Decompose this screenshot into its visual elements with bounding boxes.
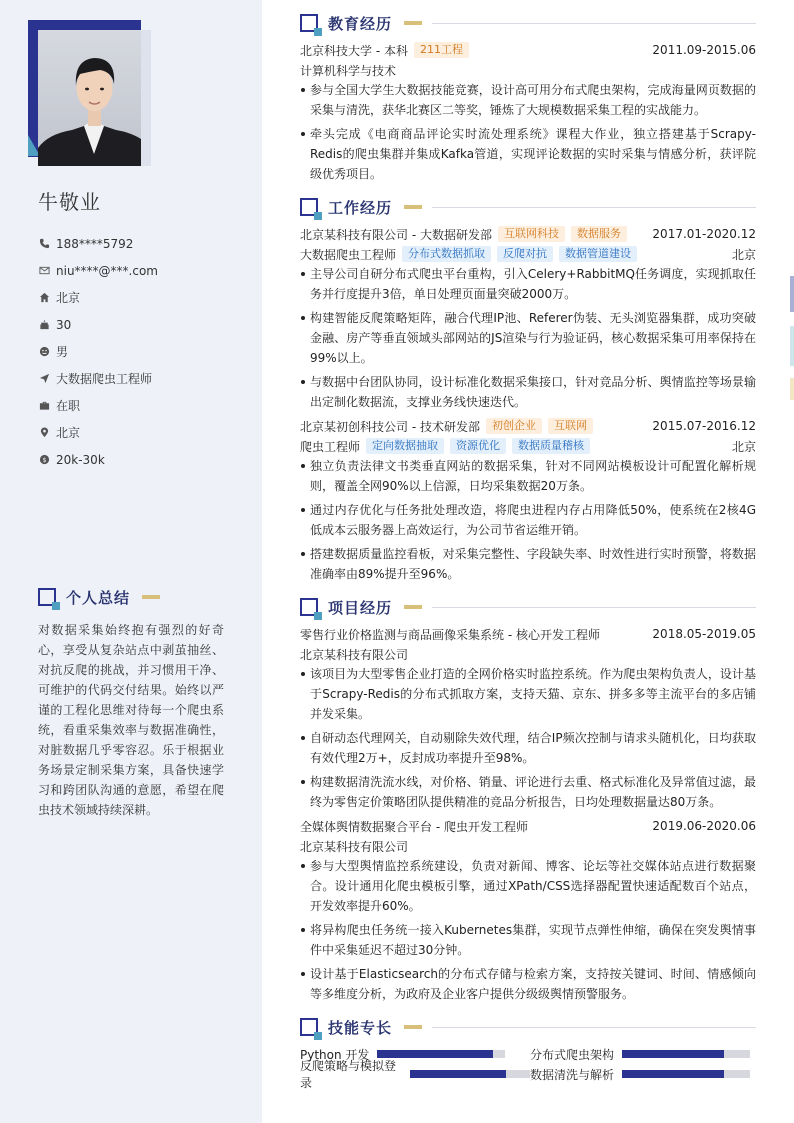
- title-accent: [404, 21, 422, 25]
- project-period: 2018.05-2019.05: [652, 627, 756, 641]
- skill-tag: 反爬对抗: [497, 246, 553, 262]
- info-status: [38, 392, 248, 419]
- age-text: 30: [56, 317, 72, 332]
- section-title-bar: [300, 596, 756, 618]
- summary-text: 对数据采集始终抱有强烈的好奇心，享受从复杂站点中剥茧抽丝、对抗反爬的挑战，并习惯用干净、可维护的代码交付结果。始终以严谨的工程化思维对待每一个爬虫系统，看重采集效率与数据准确性，对脏数据几乎零容忍。乐于根据业务场景定制采集方案，具备快速学习和跨团队沟通的意愿，希望在爬虫技术领域持续深耕。: [38, 623, 224, 817]
- skill-name: 数据清洗与解析: [530, 1067, 615, 1082]
- skill-name: 分布式爬虫架构: [530, 1047, 615, 1062]
- skill-bar: [622, 1050, 750, 1058]
- section-square-icon: [38, 588, 56, 606]
- title-accent: [142, 595, 160, 599]
- list-item: 参与大型舆情监控系统建设，负责对新闻、博客、论坛等社交媒体站点进行数据聚合。设计通用化爬虫模板引擎，通过XPath/CSS选择器配置快速适配数百个站点，开发效率提升60%。: [300, 856, 756, 916]
- phone-text: 188****5792: [56, 236, 134, 251]
- info-salary: [38, 446, 248, 473]
- edge-marker: [790, 326, 794, 366]
- section-square-icon: [300, 198, 318, 216]
- list-item: 牵头完成《电商商品评论实时流处理系统》课程大作业，独立搭建基于Scrapy-Redis的爬虫集群并集成Kafka管道，实现评论数据的实时采集与情感分析，获评院级优秀项目。: [300, 124, 756, 184]
- location-icon: [38, 427, 50, 439]
- job-company: 北京某科技有限公司 - 大数据研发部: [300, 227, 492, 242]
- list-item: 参与全国大学生大数据技能竞赛，设计高可用分布式爬虫架构，完成海量网页数据的采集与清洗，获华北赛区二等奖，锤炼了大规模数据采集工程的实战能力。: [300, 80, 756, 120]
- hometown-text: 北京: [56, 291, 81, 305]
- section-title-bar: [300, 196, 756, 218]
- skill-bar-fill: [377, 1050, 492, 1058]
- section-title: 工作经历: [328, 198, 393, 217]
- sidebar: [0, 0, 262, 1123]
- list-item: 自研动态代理网关，自动剔除失效代理，结合IP频次控制与请求头随机化，日均获取有效代理2万+，反封成功率提升至98%。: [300, 728, 756, 768]
- title-divider: [170, 597, 224, 598]
- industry-tag: 数据服务: [571, 226, 627, 242]
- skill-tag: 分布式数据抓取: [402, 246, 491, 262]
- project-header: [300, 624, 756, 644]
- job-header: [300, 416, 756, 436]
- skill-bar: [622, 1070, 750, 1078]
- skill-tag: 数据管道建设: [559, 246, 637, 262]
- title-divider: [432, 23, 756, 24]
- skill-item: [530, 1066, 756, 1082]
- contact-info: [38, 230, 248, 473]
- svg-text:$: $: [41, 455, 47, 464]
- send-icon: [38, 373, 50, 385]
- education-section: [300, 12, 756, 184]
- edge-marker: [790, 378, 794, 400]
- skill-bar-fill: [622, 1050, 724, 1058]
- phone-icon: [38, 238, 50, 250]
- list-item: 主导公司自研分布式爬虫平台重构，引入Celery+RabbitMQ任务调度，实现抓取任务并行度提升3倍，单日处理页面量突破2000万。: [300, 264, 756, 304]
- skill-bar: [410, 1070, 530, 1078]
- job-role: 爬虫工程师: [300, 439, 361, 454]
- briefcase-icon: [38, 400, 50, 412]
- skills-section: [300, 1016, 756, 1090]
- job-city: 北京: [731, 439, 756, 454]
- job-role-row: [300, 436, 756, 456]
- education-period: 2011.09-2015.06: [652, 43, 756, 57]
- project-bullets: [300, 856, 756, 1004]
- section-title: 个人总结: [66, 588, 131, 607]
- industry-tag: 互联网: [548, 418, 593, 434]
- list-item: 构建数据清洗流水线，对价格、销量、评论进行去重、格式标准化及异常值过滤，最终为零售定价策略团队提供精准的竞品分析报告，日均处理数据量达80万条。: [300, 772, 756, 812]
- school-name: 北京科技大学 - 本科: [300, 43, 408, 58]
- skill-bar-fill: [410, 1070, 506, 1078]
- position-text: 大数据爬虫工程师: [56, 372, 153, 386]
- title-divider: [432, 607, 756, 608]
- person-icon: [38, 346, 50, 358]
- section-square-icon: [300, 14, 318, 32]
- info-age: [38, 311, 248, 338]
- education-bullets: [300, 80, 756, 184]
- project-period: 2019.06-2020.06: [652, 819, 756, 833]
- main-content: [300, 12, 756, 1090]
- info-phone: [38, 230, 248, 257]
- skill-tag: 资源优化: [450, 438, 506, 454]
- section-title-bar: [38, 586, 224, 608]
- avatar: [38, 30, 151, 166]
- job-company: 北京某初创科技公司 - 技术研发部: [300, 419, 480, 434]
- major-name: 计算机科学与技术: [300, 63, 397, 78]
- job-city: 北京: [731, 247, 756, 262]
- skill-name: 反爬策略与模拟登录: [300, 1059, 397, 1090]
- project-bullets: [300, 664, 756, 812]
- title-accent: [404, 205, 422, 209]
- project-org-row: [300, 644, 756, 664]
- title-accent: [404, 605, 422, 609]
- edge-marker: [790, 276, 794, 312]
- email-text: niu****@***.com: [56, 263, 158, 278]
- home-icon: [38, 292, 50, 304]
- skill-name: Python 开发: [300, 1047, 370, 1062]
- photo-side-tab: [141, 30, 151, 166]
- job-header: [300, 224, 756, 244]
- list-item: 构建智能反爬策略矩阵，融合代理IP池、Referer伪装、无头浏览器集群，成功突破金融、房产等垂直领域头部网站的JS渲染与行为验证码，核心数据采集可用率保持在99%以上。: [300, 308, 756, 368]
- skills-grid: [300, 1046, 756, 1090]
- job-period: 2015.07-2016.12: [652, 419, 756, 433]
- title-divider: [432, 1027, 756, 1028]
- job-period: 2017.01-2020.12: [652, 227, 756, 241]
- avatar-portrait: [38, 30, 151, 166]
- project-name: 全媒体舆情数据聚合平台 - 爬虫开发工程师: [300, 819, 528, 834]
- list-item: 与数据中台团队协同，设计标准化数据采集接口，针对竞品分析、舆情监控等场景输出定制化数据流，支撑业务线快速迭代。: [300, 372, 756, 412]
- project-org: 北京某科技有限公司: [300, 839, 409, 854]
- project-name: 零售行业价格监测与商品画像采集系统 - 核心开发工程师: [300, 627, 600, 642]
- summary-section: [38, 586, 224, 820]
- skill-bar-fill: [622, 1070, 724, 1078]
- candidate-name: 牛敬业: [38, 190, 101, 214]
- list-item: 搭建数据质量监控看板，对采集完整性、字段缺失率、时效性进行实时预警，将数据准确率由89%提升至96%。: [300, 544, 756, 584]
- location-text: 北京: [56, 426, 81, 440]
- list-item: 独立负责法律文书类垂直网站的数据采集，针对不同网站模板设计可配置化解析规则，覆盖全网90%以上信源，日均采集数据20万条。: [300, 456, 756, 496]
- skill-tag: 定向数据抽取: [366, 438, 444, 454]
- skill-item: [300, 1059, 530, 1090]
- section-square-icon: [300, 1018, 318, 1036]
- list-item: 该项目为大型零售企业打造的全网价格实时监控系统。作为爬虫架构负责人，设计基于Scrapy-Redis的分布式抓取方案，支持天猫、京东、拼多多等主流平台的多店铺并发采集。: [300, 664, 756, 724]
- job-role-row: [300, 244, 756, 264]
- education-header: [300, 40, 756, 60]
- title-accent: [404, 1025, 422, 1029]
- info-email: [38, 257, 248, 284]
- project-org-row: [300, 836, 756, 856]
- info-home: [38, 284, 248, 311]
- job-bullets: [300, 456, 756, 584]
- section-title-bar: [300, 12, 756, 34]
- salary-text: 20k-30k: [56, 452, 105, 467]
- school-tag: 211工程: [414, 42, 469, 58]
- info-gender: [38, 338, 248, 365]
- skill-tag: 数据质量稽核: [512, 438, 590, 454]
- section-title: 项目经历: [328, 598, 393, 617]
- industry-tag: 互联网科技: [498, 226, 565, 242]
- project-org: 北京某科技有限公司: [300, 647, 409, 662]
- section-title: 技能专长: [328, 1018, 393, 1037]
- gender-text: 男: [56, 345, 69, 359]
- mail-icon: [38, 265, 50, 277]
- skill-bar: [377, 1050, 505, 1058]
- project-header: [300, 816, 756, 836]
- avatar-frame: [28, 20, 152, 166]
- title-divider: [432, 207, 756, 208]
- job-bullets: [300, 264, 756, 412]
- list-item: 将异构爬虫任务统一接入Kubernetes集群，实现节点弹性伸缩，确保在突发舆情事件中采集延迟不超过30分钟。: [300, 920, 756, 960]
- projects-section: [300, 596, 756, 1004]
- status-text: 在职: [56, 399, 81, 413]
- education-major-row: [300, 60, 756, 80]
- work-section: [300, 196, 756, 584]
- cake-icon: [38, 319, 50, 331]
- industry-tag: 初创企业: [486, 418, 542, 434]
- list-item: 设计基于Elasticsearch的分布式存储与检索方案，支持按关键词、时间、情感倾向等多维度分析，为政府及企业客户提供分级级舆情预警服务。: [300, 964, 756, 1004]
- job-role: 大数据爬虫工程师: [300, 247, 397, 262]
- info-position: [38, 365, 248, 392]
- skill-item: [530, 1046, 756, 1062]
- section-title-bar: [300, 1016, 756, 1038]
- info-location: [38, 419, 248, 446]
- money-icon: [38, 454, 50, 466]
- list-item: 通过内存优化与任务批处理改造，将爬虫进程内存占用降低50%，使系统在2核4G低成本云服务器上高效运行，为公司节省运维开销。: [300, 500, 756, 540]
- section-title: 教育经历: [328, 14, 393, 33]
- section-square-icon: [300, 598, 318, 616]
